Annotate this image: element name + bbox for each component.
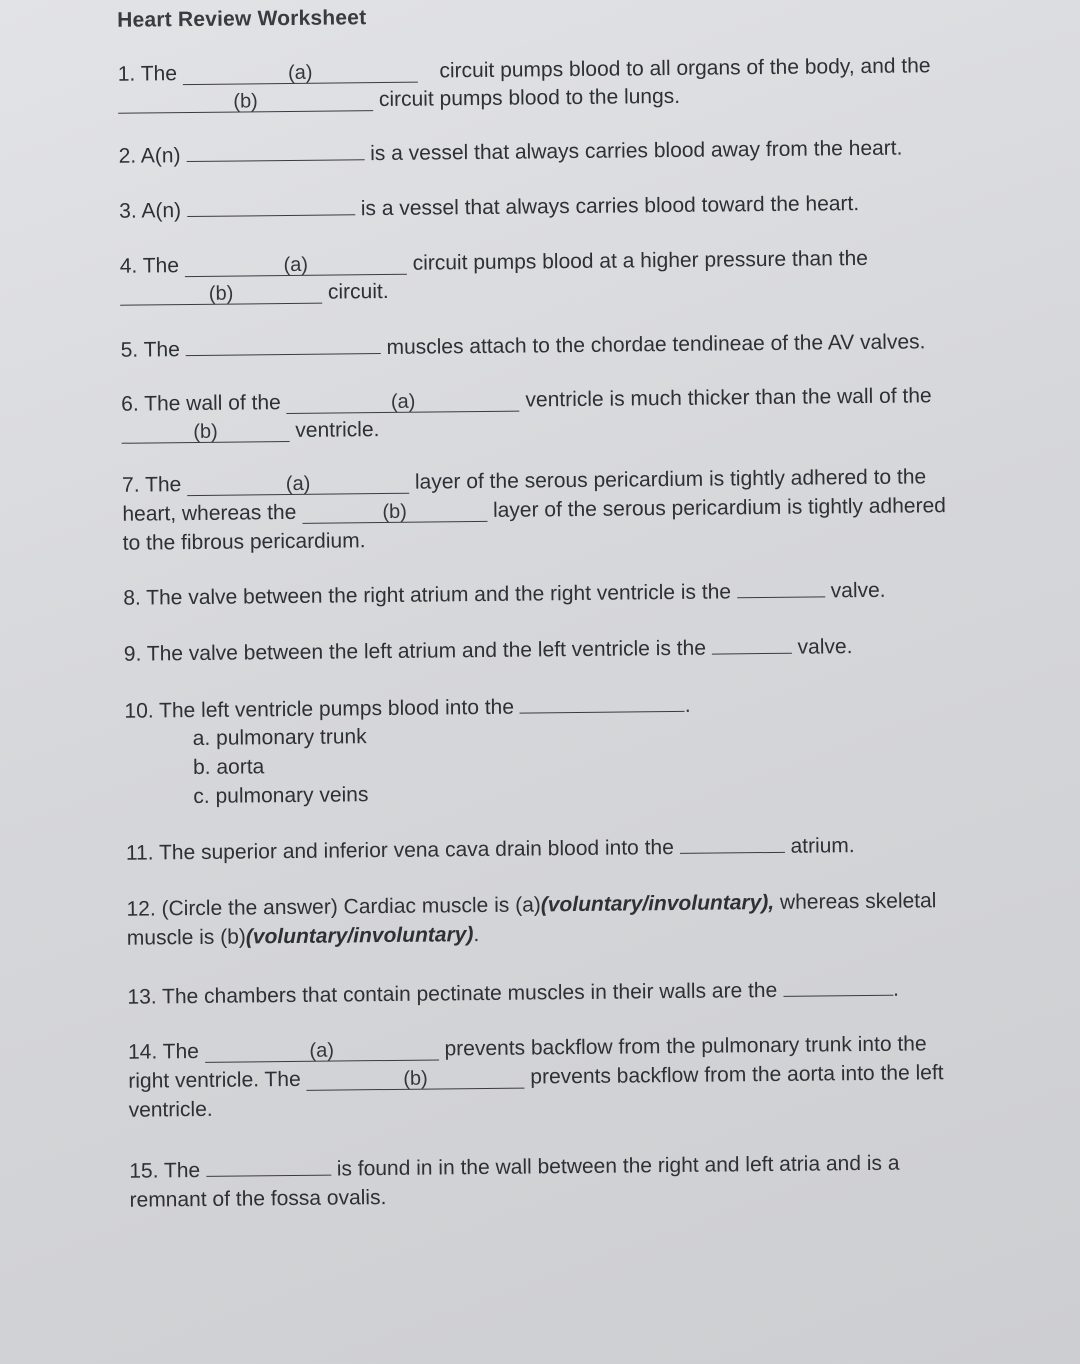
q14-blank-b[interactable]: (b) [306,1068,524,1091]
q14-blank-a[interactable]: (a) [205,1039,439,1062]
q7-blank-b[interactable]: (b) [302,501,487,524]
question-6-line-1: 6. The wall of the (a) ventricle is much thicker than the wall of the [121,384,932,416]
q12-choice-a[interactable]: (voluntary/involuntary), [540,890,775,917]
question-12-line-2: muscle is (b)(voluntary/involuntary). [126,923,480,950]
q4-blank-b[interactable]: (b) [120,283,322,306]
question-12-line-1: 12. (Circle the answer) Cardiac muscle is (a)(voluntary/involuntary), whereas skeletal [126,889,937,921]
question-3: 3. A(n) is a vessel that always carries blood toward the heart. [119,192,860,223]
q10-option-a[interactable]: a. pulmonary trunk [192,725,367,751]
q7-blank-a[interactable]: (a) [187,473,409,496]
q2-blank[interactable] [186,139,364,162]
question-4-line-1: 4. The (a) circuit pumps blood at a higher pressure than the [119,246,868,278]
q3-blank[interactable] [187,194,355,217]
q1-blank-b[interactable]: (b) [118,90,373,114]
q1-blank-a[interactable]: (a) [183,62,418,85]
question-2: 2. A(n) is a vessel that always carries blood away from the heart. [118,136,903,168]
q9-blank[interactable] [712,633,792,655]
question-7-line-1: 7. The (a) layer of the serous pericardium is tightly adhered to the [121,465,927,497]
question-14-line-3: ventricle. [128,1097,213,1122]
q6-blank-a[interactable]: (a) [287,391,520,414]
q11-blank[interactable] [680,832,785,854]
worksheet-title: Heart Review Worksheet [117,6,367,32]
q15-blank[interactable] [206,1155,331,1177]
question-5: 5. The muscles attach to the chordae tendineae of the AV valves. [120,330,926,362]
question-1-line-2: (b) circuit pumps blood to the lungs. [118,83,680,117]
q13-blank[interactable] [783,975,893,997]
question-14-line-1: 14. The (a) prevents backflow from the pulmonary trunk into the [127,1032,927,1064]
q4-blank-a[interactable]: (a) [185,254,407,277]
q10-blank[interactable] [520,691,685,714]
q6-blank-b[interactable]: (b) [121,421,289,444]
q12-choice-b[interactable]: (voluntary/involuntary) [245,923,474,949]
question-6-line-2: (b) ventricle. [121,416,379,447]
q5-blank[interactable] [186,333,381,356]
q8-blank[interactable] [737,576,825,598]
question-4-line-2: (b) circuit. [120,278,389,309]
question-9: 9. The valve between the left atrium and the left ventricle is the valve. [124,632,853,669]
question-15-line-2: remnant of the fossa ovalis. [129,1186,387,1212]
question-7-line-3: to the fibrous pericardium. [122,529,366,555]
q10-option-c[interactable]: c. pulmonary veins [193,783,369,809]
question-14-line-2: right ventricle. The (b) prevents backflow from the aorta into the left [128,1061,944,1093]
question-15-line-1: 15. The is found in in the wall between the right and left atria and is a [129,1151,900,1183]
question-13: 13. The chambers that contain pectinate muscles in their walls are the . [127,975,899,1012]
question-8: 8. The valve between the right atrium and the right ventricle is the valve. [123,576,886,613]
question-7-line-2: heart, whereas the (b) layer of the serous pericardium is tightly adhered [122,494,946,526]
q10-option-b[interactable]: b. aorta [192,755,265,780]
question-1-line-1: 1. The (a) circuit pumps blood to all organs of the body, and the [117,54,931,86]
question-10: 10. The left ventricle pumps blood into the . [124,691,690,726]
question-11: 11. The superior and inferior vena cava drain blood into the atrium. [126,831,855,868]
